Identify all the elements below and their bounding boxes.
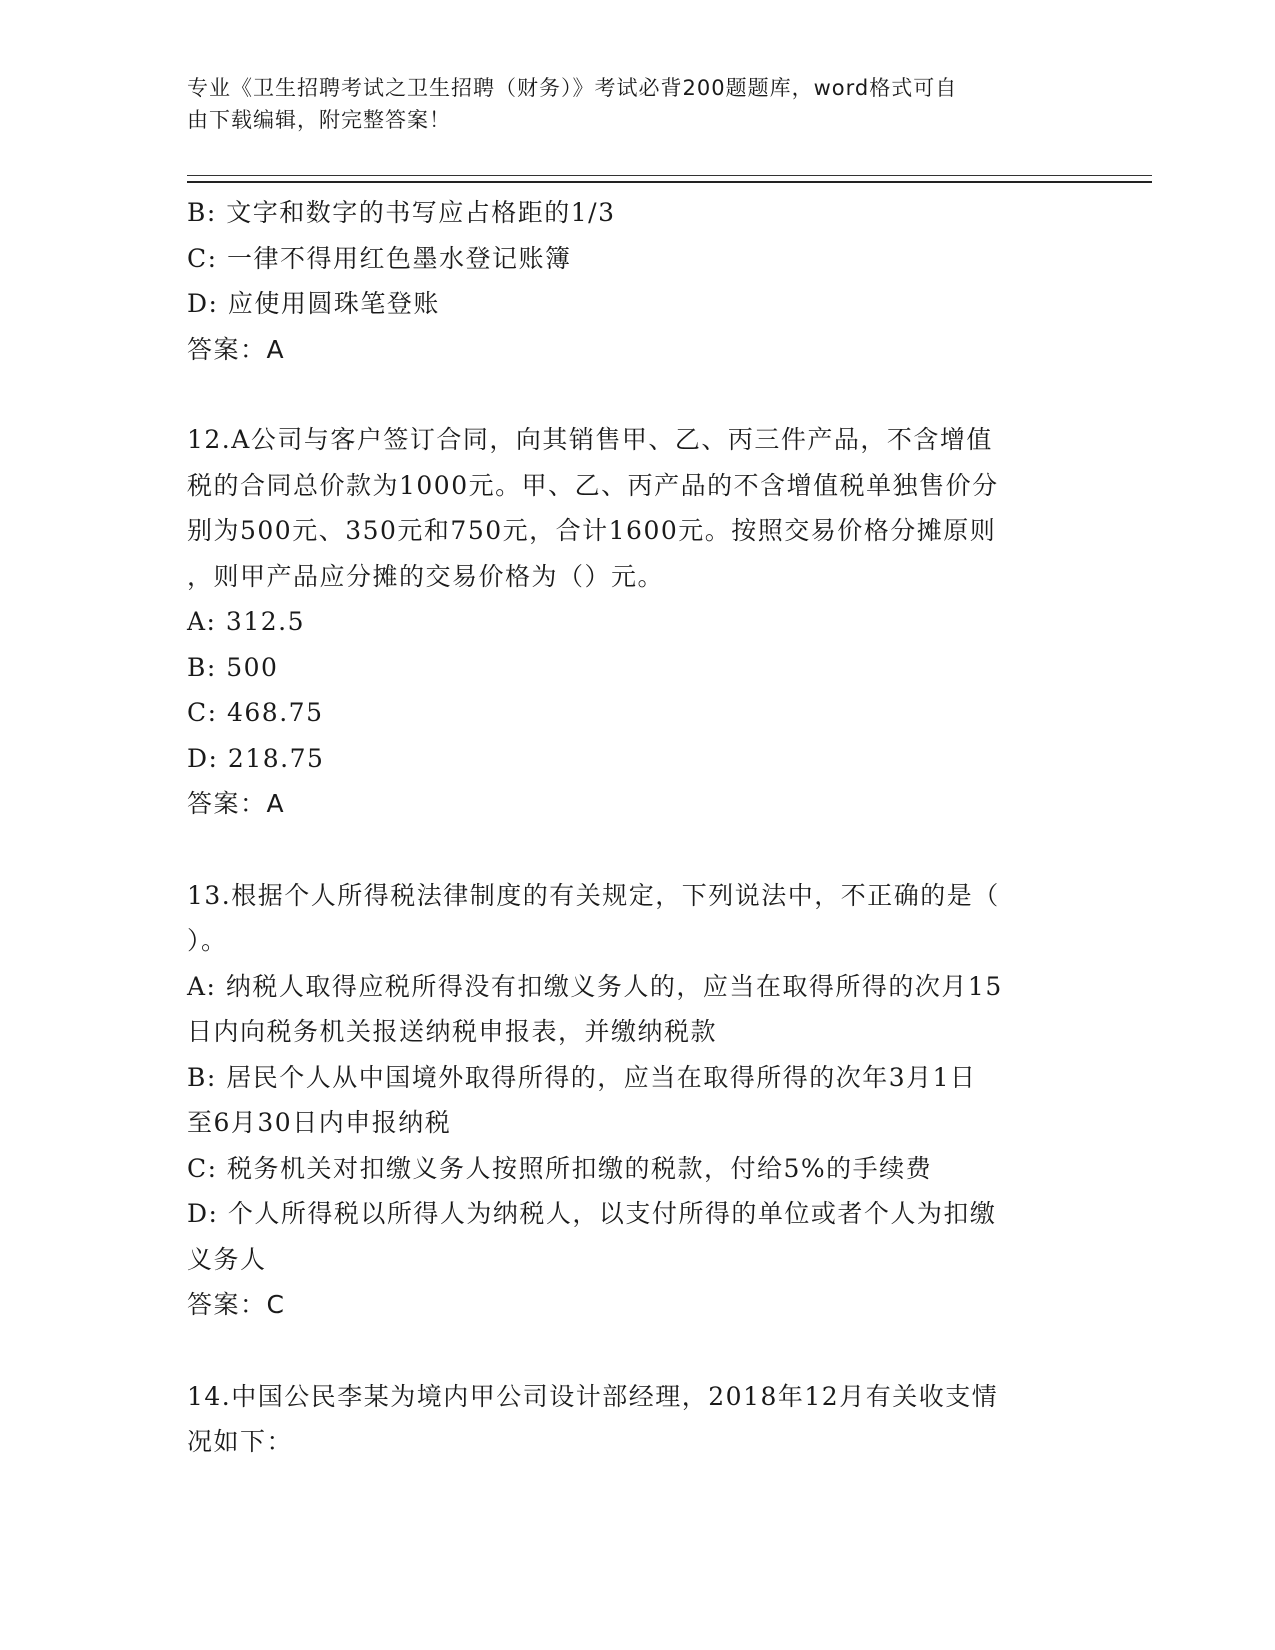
answer-line: 答案：A — [187, 789, 286, 818]
document-body — [187, 190, 1087, 1465]
spacer — [187, 372, 1087, 417]
question-14 — [187, 1374, 1087, 1465]
question-12 — [187, 417, 1087, 827]
option-d-continued: 义务人 — [187, 1244, 267, 1274]
question-text: ）。 — [187, 926, 228, 955]
option-a: A: 312.5 — [187, 607, 305, 636]
option-c: C: 税务机关对扣缴义务人按照所扣缴的税款，付给5%的手续费 — [187, 1153, 933, 1183]
question-text: 13.根据个人所得税法律制度的有关规定，下列说法中，不正确的是（ — [187, 880, 1000, 910]
option-d: D: 应使用圆珠笔登账 — [187, 289, 440, 318]
document-header — [187, 72, 1067, 136]
question-11 — [187, 190, 1087, 372]
question-13 — [187, 873, 1087, 1328]
question-text: 税的合同总价款为1000元。甲、乙、丙产品的不含增值税单独售价分 — [187, 470, 999, 500]
spacer — [187, 827, 1087, 873]
option-c: C: 一律不得用红色墨水登记账簿 — [187, 243, 572, 273]
option-c: C: 468.75 — [187, 698, 324, 727]
question-text: 12.A公司与客户签订合同，向其销售甲、乙、丙三件产品，不含增值 — [187, 425, 993, 454]
option-d: D: 个人所得税以所得人为纳税人，以支付所得的单位或者个人为扣缴 — [187, 1199, 997, 1228]
header-line-2: 由下载编辑，附完整答案！ — [187, 108, 451, 132]
option-a-continued: 日内向税务机关报送纳税申报表，并缴纳税款 — [187, 1017, 718, 1046]
spacer — [187, 1328, 1087, 1374]
header-divider-thin — [187, 175, 1152, 176]
answer-line: 答案：C — [187, 1290, 286, 1319]
question-text: 别为500元、350元和750元，合计1600元。按照交易价格分摊原则 — [187, 516, 997, 545]
question-text: ，则甲产品应分摊的交易价格为（）元。 — [187, 561, 665, 591]
option-a: A: 纳税人取得应税所得没有扣缴义务人的，应当在取得所得的次月15 — [187, 971, 1003, 1001]
header-divider-thick — [187, 181, 1152, 183]
option-b: B: 500 — [187, 652, 279, 682]
question-text: 况如下： — [187, 1427, 294, 1456]
question-text: 14.中国公民李某为境内甲公司设计部经理，2018年12月有关收支情 — [187, 1381, 999, 1411]
answer-line: 答案：A — [187, 334, 286, 364]
header-line-1: 专业《卫生招聘考试之卫生招聘（财务）》考试必背200题题库，word格式可自 — [187, 76, 958, 100]
option-b-continued: 至6月30日内申报纳税 — [187, 1108, 452, 1137]
option-d: D: 218.75 — [187, 743, 325, 773]
option-b: B: 居民个人从中国境外取得所得的，应当在取得所得的次年3月1日 — [187, 1062, 977, 1092]
option-b: B: 文字和数字的书写应占格距的1/3 — [187, 198, 616, 227]
